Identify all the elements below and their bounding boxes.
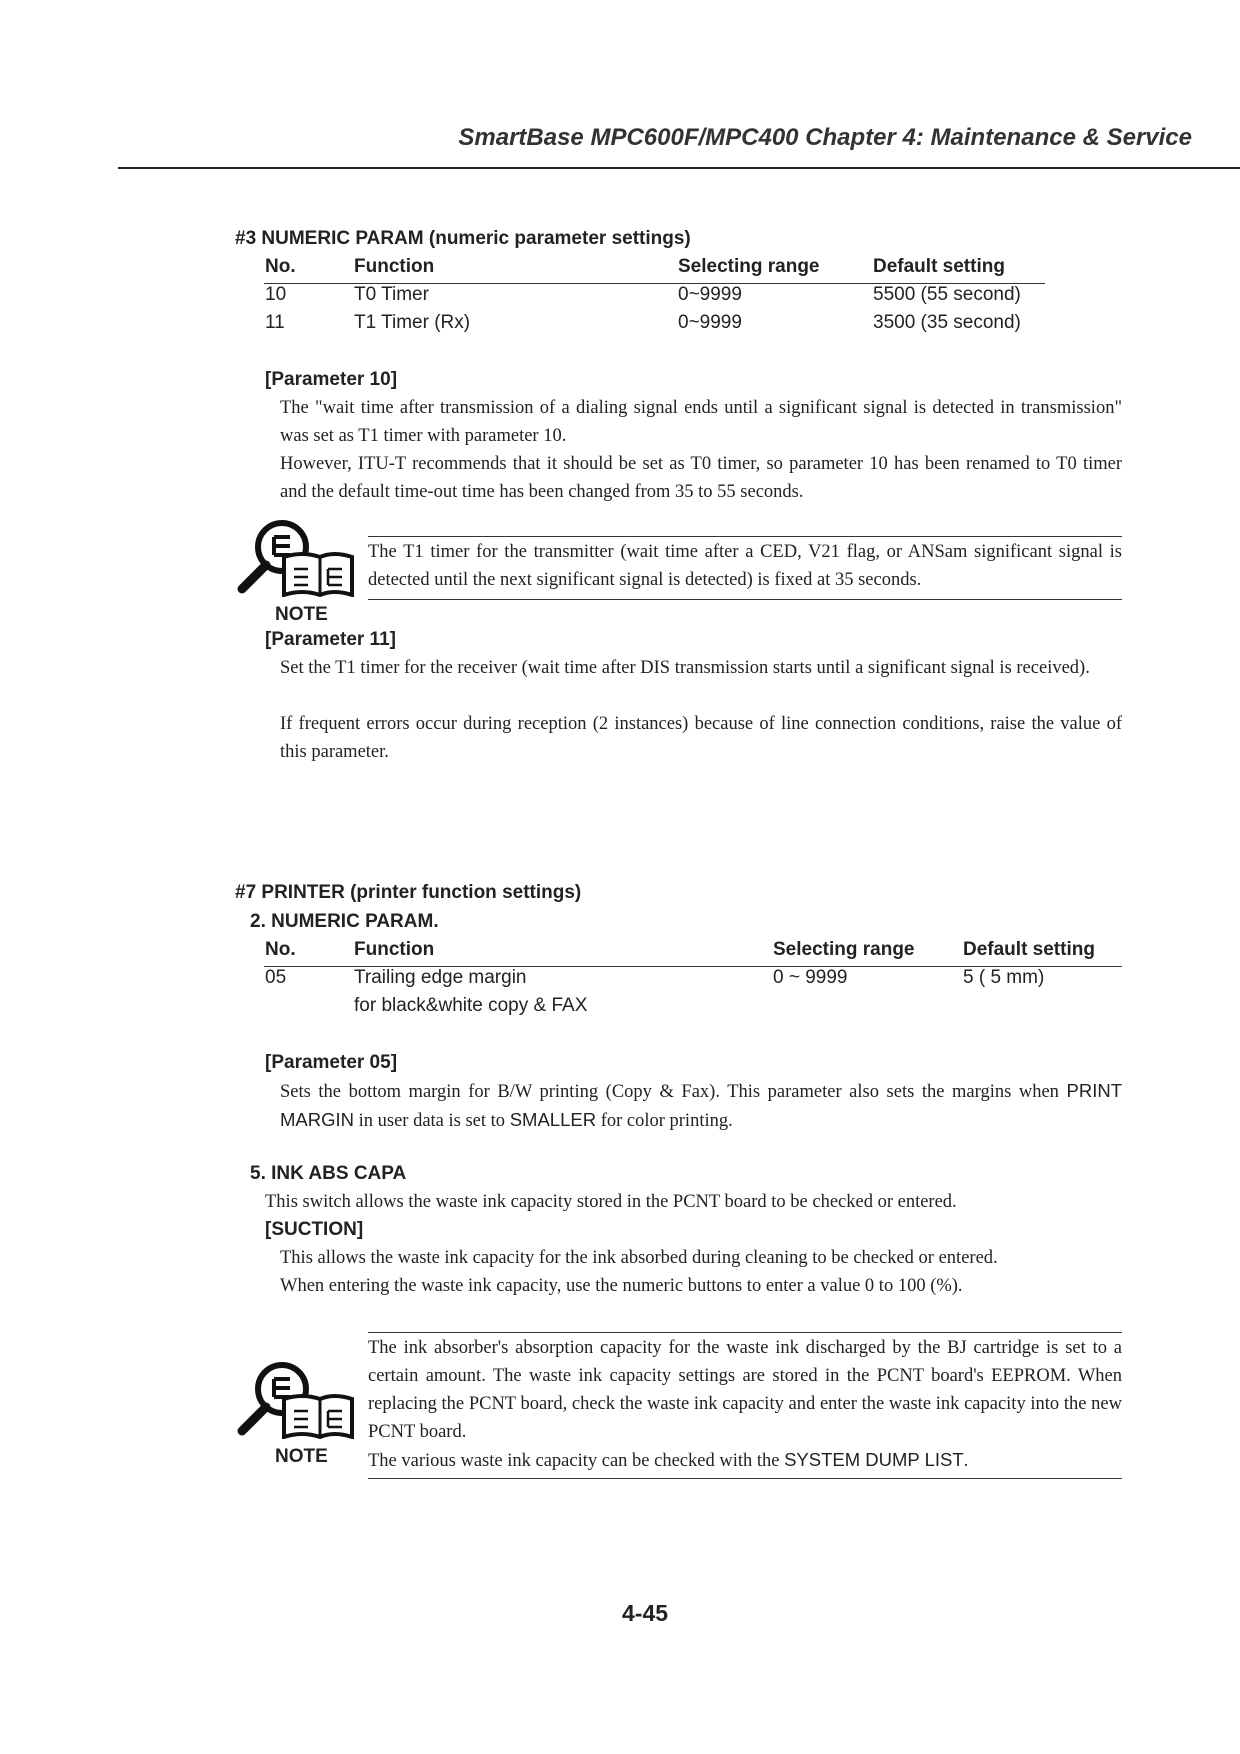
- row-10-function: T0 Timer: [354, 284, 429, 305]
- note2-text: The ink absorber's absorption capacity for the waste ink discharged by the BJ cartridge is set to a certain amount. The waste ink capacity settings are stored in the PCNT board's EEPROM. When replacing the PCNT board, check the waste ink capacity and enter the waste ink capacity into the new PCNT board.: [368, 1338, 1122, 1442]
- param10-paragraph-2: However, ITU-T recommends that it should be set as T0 timer, so parameter 10 has been renamed to T0 timer and the default time-out time has been changed from 35 to 55 seconds.: [280, 454, 1122, 502]
- printer-col-function-header: Function: [354, 939, 435, 960]
- suction-paragraph-1: This allows the waste ink capacity for the ink absorbed during cleaning to be checked or entered.: [280, 1248, 998, 1268]
- suction-paragraph-2: When entering the waste ink capacity, use the numeric buttons to enter a value 0 to 100 (%).: [280, 1276, 963, 1296]
- printer-col-range-header: Selecting range: [773, 939, 915, 960]
- param11-heading: [Parameter 11]: [265, 629, 396, 650]
- printer-row-function-line1: Trailing edge margin: [354, 967, 527, 988]
- note2-bottom-rule: [368, 1478, 1122, 1479]
- row-11-no: 11: [265, 312, 285, 333]
- param05-heading: [Parameter 05]: [265, 1052, 398, 1073]
- param11-paragraph-1: Set the T1 timer for the receiver (wait time after DIS transmission starts until a significant signal is received).: [280, 658, 1090, 678]
- col-default-header: Default setting: [873, 256, 1005, 277]
- param05-paragraph: [280, 1077, 1122, 1135]
- param05-text-b: in user data is set to: [354, 1111, 510, 1131]
- note1-top-rule: [368, 536, 1122, 537]
- col-function-header: Function: [354, 256, 435, 277]
- printer-subheading: 2. NUMERIC PARAM.: [250, 911, 439, 932]
- note2-text2-b: .: [963, 1451, 969, 1471]
- header-rule: [118, 167, 1240, 169]
- note-book-magnifier-icon: [236, 1359, 356, 1439]
- col-no-header: No.: [265, 256, 296, 277]
- row-10-range: 0~9999: [678, 284, 742, 305]
- printer-row-function-line2: for black&white copy & FAX: [354, 995, 588, 1016]
- note1-bottom-rule: [368, 599, 1122, 600]
- note1-text: The T1 timer for the transmitter (wait time after a CED, V21 flag, or ANSam significant signal is detected until the next significant signal is detected) is fixed at 35 seconds.: [368, 542, 1122, 590]
- note2-text2-a: The various waste ink capacity can be checked with the: [368, 1451, 785, 1471]
- note-book-magnifier-icon: [236, 517, 356, 597]
- param10-heading: [Parameter 10]: [265, 369, 398, 390]
- note-label: NOTE: [275, 1446, 328, 1467]
- param10-paragraph-1: The "wait time after transmission of a dialing signal ends until a significant signal is detected in transmission" was set as T1 timer with parameter 10.: [280, 398, 1122, 446]
- printer-col-default-header: Default setting: [963, 939, 1095, 960]
- system-dump-list-term: SYSTEM DUMP LIST: [784, 1449, 964, 1470]
- printer-col-no-header: No.: [265, 939, 296, 960]
- printer-row-no: 05: [265, 967, 287, 988]
- ink-intro: This switch allows the waste ink capacity stored in the PCNT board to be checked or entered.: [265, 1192, 957, 1212]
- smaller-term: SMALLER: [509, 1109, 597, 1130]
- param05-text-a: Sets the bottom margin for B/W printing (Copy & Fax). This parameter also sets the margins when: [280, 1082, 1067, 1102]
- param11-paragraph-2: If frequent errors occur during reception (2 instances) because of line connection conditions, raise the value of this parameter.: [280, 714, 1122, 762]
- print-margin-term: PRINT MARGIN: [280, 1080, 1122, 1130]
- ink-heading: 5. INK ABS CAPA: [250, 1163, 407, 1184]
- printer-row-default: 5 ( 5 mm): [963, 967, 1045, 988]
- page-header-title: SmartBase MPC600F/MPC400 Chapter 4: Maintenance & Service: [458, 124, 1192, 151]
- suction-heading: [SUCTION]: [265, 1219, 364, 1240]
- note-label: NOTE: [275, 604, 328, 625]
- page-number: 4-45: [622, 1600, 669, 1626]
- printer-row-range: 0 ~ 9999: [773, 967, 848, 988]
- row-11-default: 3500 (35 second): [873, 312, 1021, 333]
- note2-text-2: [368, 1446, 1122, 1475]
- note2-top-rule: [368, 1332, 1122, 1333]
- row-10-no: 10: [265, 284, 287, 305]
- col-range-header: Selecting range: [678, 256, 820, 277]
- printer-heading: #7 PRINTER (printer function settings): [235, 882, 582, 903]
- param05-text-c: for color printing.: [596, 1111, 733, 1131]
- row-10-default: 5500 (55 second): [873, 284, 1021, 305]
- row-11-function: T1 Timer (Rx): [354, 312, 471, 333]
- row-11-range: 0~9999: [678, 312, 742, 333]
- numeric-param-heading: #3 NUMERIC PARAM (numeric parameter settings): [235, 228, 691, 249]
